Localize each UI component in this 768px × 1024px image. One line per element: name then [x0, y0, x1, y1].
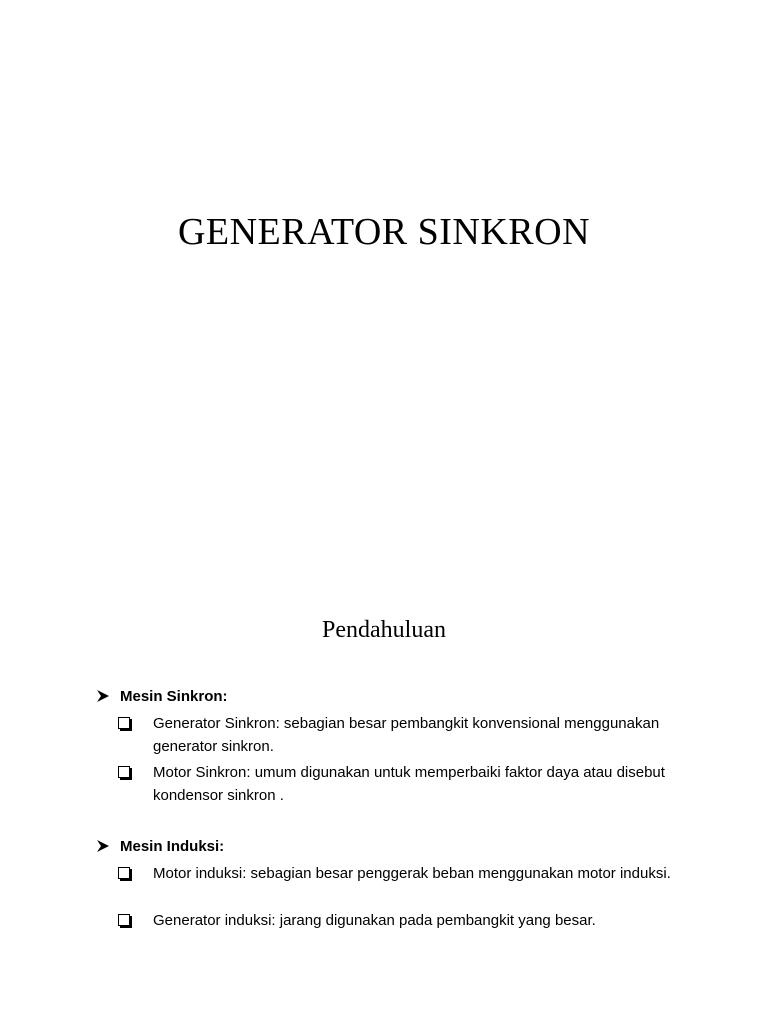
section-heading: [96, 835, 224, 857]
list-item-text: Motor Sinkron: umum digunakan untuk memperbaiki faktor daya atau disebut kondensor sinkron .: [153, 764, 665, 804]
arrow-right-icon: [96, 689, 110, 703]
checkbox-icon: [118, 766, 130, 778]
section-subtitle: Pendahuluan: [322, 617, 446, 643]
checkbox-icon: [118, 717, 130, 729]
checkbox-icon: [118, 867, 130, 879]
list-item: [118, 712, 678, 758]
list-item: [118, 909, 678, 932]
list-item-text: Motor induksi: sebagian besar penggerak beban menggunakan motor induksi.: [153, 865, 671, 882]
section-heading-label: Mesin Induksi:: [120, 837, 225, 855]
page-title: GENERATOR SINKRON: [177, 211, 591, 253]
checkbox-icon: [118, 914, 130, 926]
section-heading: [96, 685, 228, 707]
list-item-text: Generator Sinkron: sebagian besar pembangkit konvensional menggunakan generator sinkron.: [153, 715, 660, 755]
section-heading-label: Mesin Sinkron:: [120, 687, 228, 705]
list-item: [118, 862, 678, 885]
list-item: [118, 761, 678, 807]
list-item-text: Generator induksi: jarang digunakan pada pembangkit yang besar.: [153, 912, 596, 929]
arrow-right-icon: [96, 839, 110, 853]
